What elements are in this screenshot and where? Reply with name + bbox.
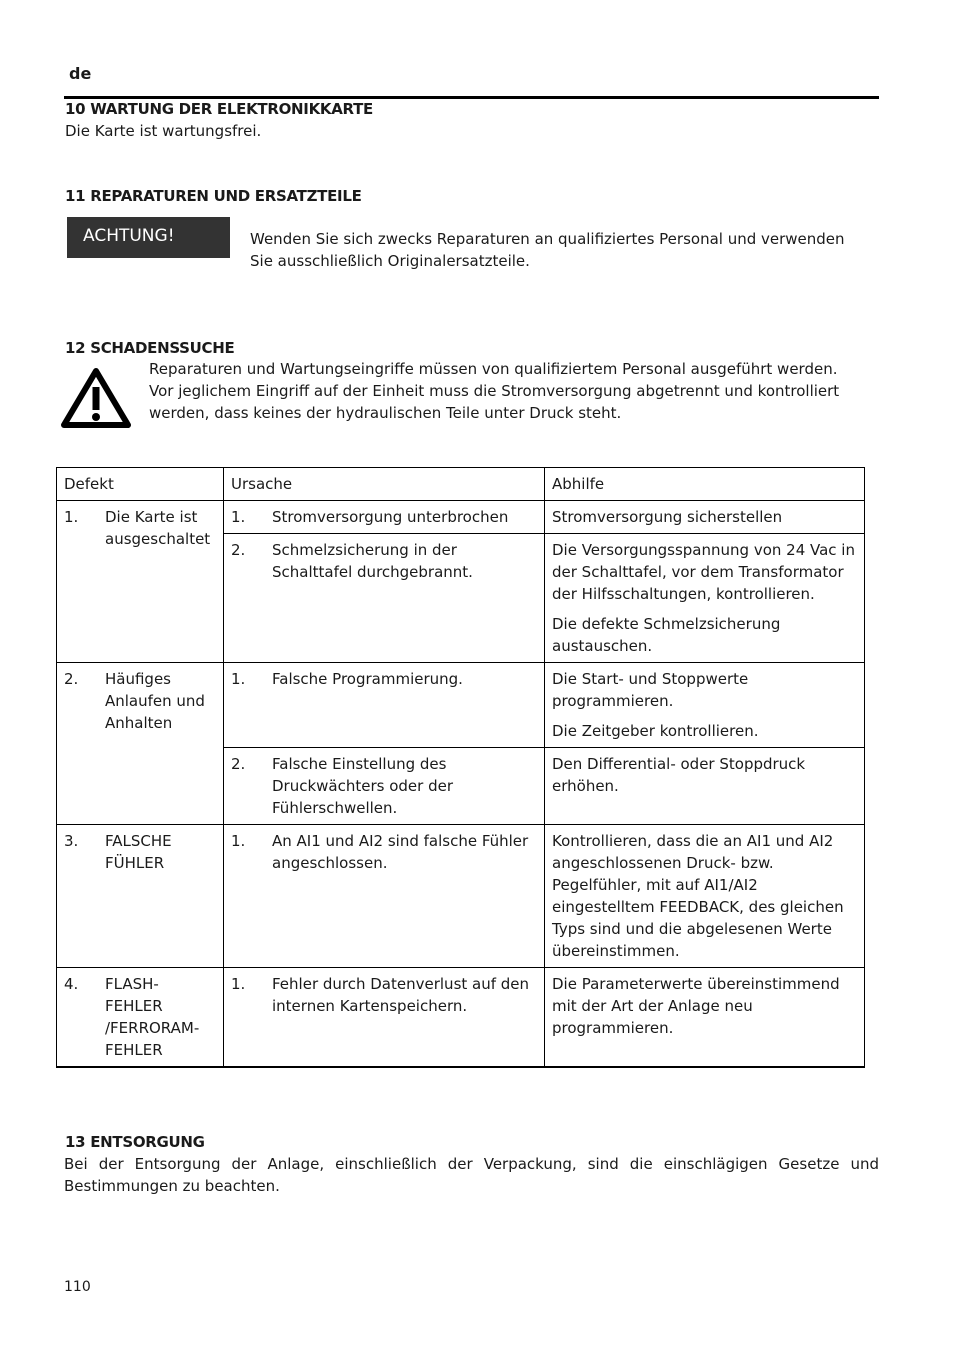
section-12-text (149, 358, 839, 424)
remedy-cell (545, 825, 865, 968)
section-12-text-line: werden, dass keines der hydraulischen Teile unter Druck steht. (149, 404, 622, 422)
table-row (57, 825, 865, 968)
section-10-title: 10 WARTUNG DER ELEKTRONIKKARTE (65, 100, 373, 118)
defect-cell (57, 501, 224, 663)
section-11-text-line: Sie ausschließlich Originalersatzteile. (250, 252, 530, 270)
header-rule (64, 96, 879, 99)
remedy-text: Kontrollieren, dass die an AI1 und AI2 angeschlossenen Druck- bzw. Pegelfühler, mit auf AI1/AI2 eingestelltem FEEDBACK, des gleichen Typs sind und die abgelesenen Werte übereinstimmen. (552, 832, 844, 960)
section-12-title: 12 SCHADENSSUCHE (65, 339, 235, 357)
cause-cell (224, 501, 545, 534)
remedy-text: Den Differential- oder Stoppdruck erhöhen. (552, 755, 806, 795)
header-cause: Ursache (224, 468, 545, 501)
cause-number: 1. (231, 508, 246, 526)
page-number: 110 (64, 1279, 91, 1295)
table-row (57, 968, 865, 1068)
remedy-text: Die Parameterwerte übereinstimmend mit der Art der Anlage neu programmieren. (552, 975, 840, 1037)
defect-cell (57, 663, 224, 825)
section-11-text-line: Wenden Sie sich zwecks Reparaturen an qualifiziertes Personal und verwenden (250, 230, 845, 248)
cause-number: 1. (231, 975, 246, 993)
cause-cell (224, 748, 545, 825)
defect-number: 2. (64, 670, 79, 688)
defect-text: Häufiges Anlaufen und Anhalten (105, 670, 205, 732)
remedy-cell (545, 501, 865, 534)
defect-text: FALSCHE FÜHLER (105, 832, 172, 872)
section-11-title: 11 REPARATUREN UND ERSATZTEILE (65, 187, 362, 205)
cause-number: 2. (231, 541, 246, 559)
section-12-text-line: Reparaturen und Wartungseingriffe müssen von qualifiziertem Personal ausgeführt werden. (149, 360, 838, 378)
cause-text: Falsche Einstellung des Druckwächters oder der Fühlerschwellen. (272, 755, 454, 817)
remedy-text: Die Start- und Stoppwerte programmieren. (552, 670, 749, 710)
defect-cell (57, 968, 224, 1068)
cause-text: An AI1 und AI2 sind falsche Fühler angeschlossen. (272, 832, 529, 872)
cause-text: Stromversorgung unterbrochen (272, 508, 509, 526)
table-header-row (57, 468, 865, 501)
table-row (57, 663, 865, 748)
language-code: de (69, 64, 92, 83)
cause-cell (224, 825, 545, 968)
cause-text: Falsche Programmierung. (272, 670, 463, 688)
cause-text: Schmelzsicherung in der Schalttafel durchgebrannt. (272, 541, 473, 581)
remedy-text: Die Versorgungsspannung von 24 Vac in der Schalttafel, vor dem Transformator der Hilfsschaltungen, kontrollieren. (552, 541, 855, 603)
defect-number: 4. (64, 975, 79, 993)
defect-text: Die Karte ist ausgeschaltet (105, 508, 211, 548)
cause-number: 1. (231, 832, 246, 850)
remedy-text: Die defekte Schmelzsicherung austauschen. (552, 615, 781, 655)
section-11-text (250, 228, 845, 272)
cause-cell (224, 663, 545, 748)
remedy-cell (545, 968, 865, 1068)
troubleshooting-table (56, 467, 865, 1068)
header-defect: Defekt (57, 468, 224, 501)
cause-number: 1. (231, 670, 246, 688)
warning-badge: ACHTUNG! (67, 217, 230, 258)
cause-cell (224, 968, 545, 1068)
remedy-text: Die Zeitgeber kontrollieren. (552, 722, 759, 740)
remedy-cell (545, 748, 865, 825)
remedy-cell (545, 534, 865, 663)
cause-number: 2. (231, 755, 246, 773)
warning-triangle-icon (60, 366, 132, 430)
defect-text: FLASH-FEHLER /FERRORAM-FEHLER (105, 975, 200, 1059)
section-12-text-line: Vor jeglichem Eingriff auf der Einheit muss die Stromversorgung abgetrennt und kontrolliert (149, 382, 840, 400)
table-row (57, 501, 865, 534)
remedy-cell (545, 663, 865, 748)
cause-text: Fehler durch Datenverlust auf den internen Kartenspeichern. (272, 975, 530, 1015)
section-13-title: 13 ENTSORGUNG (65, 1133, 205, 1151)
remedy-text: Stromversorgung sicherstellen (552, 508, 783, 526)
defect-number: 1. (64, 508, 79, 526)
defect-cell (57, 825, 224, 968)
cause-cell (224, 534, 545, 663)
defect-number: 3. (64, 832, 79, 850)
header-remedy: Abhilfe (545, 468, 865, 501)
section-10-text: Die Karte ist wartungsfrei. (65, 122, 262, 140)
section-13-text: Bei der Entsorgung der Anlage, einschließlich der Verpackung, sind die einschlägigen Gesetze und Bestimmungen zu beachten. (64, 1155, 879, 1195)
